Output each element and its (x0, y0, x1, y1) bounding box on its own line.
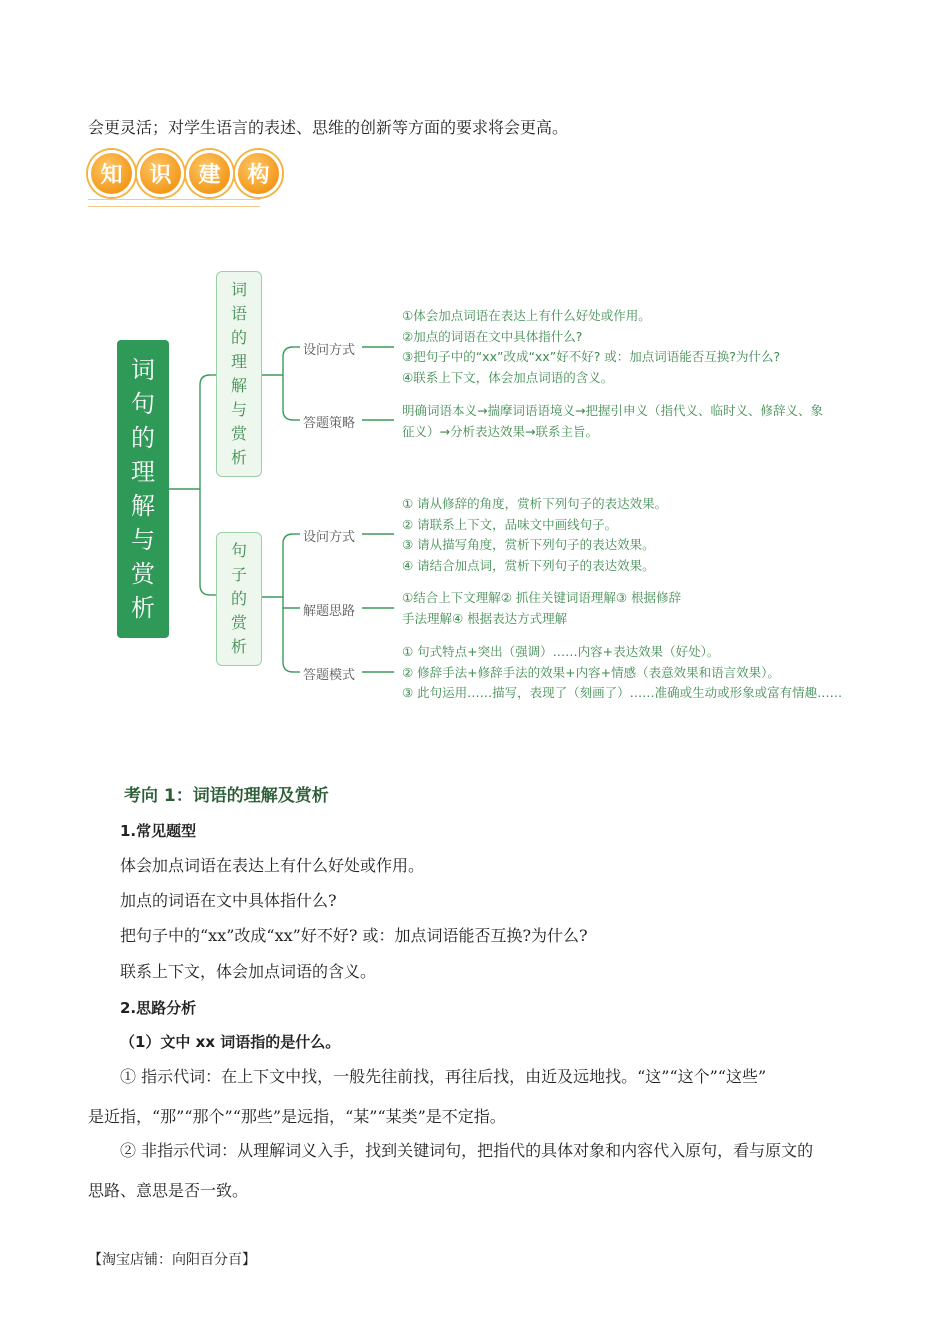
branch-line: ②加点的词语在文中具体指什么? (402, 328, 583, 344)
question-type-item: 联系上下文，体会加点词语的含义。 (120, 962, 377, 981)
branch-line: ①结合上下文理解② 抓住关键词语理解③ 根据修辞 (402, 590, 682, 605)
intro-text: 会更灵活；对学生语言的表述、思维的创新等方面的要求将会更高。 (88, 118, 569, 137)
question-type-item: 体会加点词语在表达上有什么好处或作用。 (120, 856, 425, 875)
branch-line: ③把句子中的“xx”改成“xx”好不好? 或：加点词语能否互换?为什么? (402, 349, 781, 364)
branch-line: ③ 请从描写角度，赏析下列句子的表达效果。 (402, 537, 655, 552)
word-node-char: 析 (230, 448, 247, 467)
word-node-char: 理 (230, 352, 247, 371)
branch-line: 明确词语本义→揣摩词语语境义→把握引申义（指代义、临时义、修辞义、象 (402, 403, 823, 418)
branch-line: ① 请从修辞的角度，赏析下列句子的表达效果。 (402, 496, 668, 511)
word-node-char: 词 (230, 280, 247, 299)
mindmap-root-node (117, 340, 169, 638)
branch-text-block (402, 642, 842, 704)
footer-shop: 【淘宝店铺：向阳百分百】 (88, 1252, 256, 1268)
word-node-char: 与 (230, 400, 247, 419)
question-type-item: 把句子中的“xx”改成“xx”好不好? 或：加点词语能否互换?为什么? (120, 926, 588, 945)
paragraph-line: 思路、意思是否一致。 (88, 1181, 249, 1200)
branch-line: ③ 此句运用……描写，表现了（刻画了）……准确或生动或形象或富有情趣…… (402, 685, 843, 700)
root-char: 词 (131, 356, 155, 384)
root-char: 赏 (131, 560, 155, 588)
sentence-node-char: 赏 (230, 613, 247, 632)
root-char: 的 (131, 424, 155, 452)
branch-line: 手法理解④ 根据表达方式理解 (402, 610, 568, 626)
root-char: 理 (131, 458, 155, 486)
branch-label: 设问方式 (303, 343, 356, 358)
branch-text-block (402, 588, 681, 629)
mindmap-word-node (216, 271, 262, 477)
root-char: 句 (131, 390, 155, 418)
branch-line: 征义）→分析表达效果→联系主旨。 (402, 423, 598, 439)
branch-line: ① 句式特点+突出（强调）……内容+表达效果（好处）。 (402, 644, 720, 659)
connector-root-fork (200, 375, 210, 595)
branch-line: ④ 请结合加点词，赏析下列句子的表达效果。 (402, 557, 655, 573)
branch-text-block (402, 494, 667, 576)
paragraph-line: ① 指示代词：在上下文中找，一般先往前找，再往后找，由近及远地找。“这”“这个”“这些” (120, 1067, 767, 1086)
heading-question-types: 1.常见题型 (120, 822, 197, 840)
branch-line: ④联系上下文，体会加点词语的含义。 (402, 369, 614, 385)
branch-label: 答题策略 (303, 416, 356, 431)
paragraph-line: ② 非指示代词：从理解词义入手，找到关键词句，把指代的具体对象和内容代入原句，看与原文的 (120, 1141, 814, 1160)
section-title: 考向 1：词语的理解及赏析 (124, 786, 329, 806)
root-char: 解 (131, 492, 155, 520)
sentence-node-char: 句 (230, 541, 247, 560)
branch-text-block (402, 306, 780, 388)
badge-char: 识 (137, 150, 184, 197)
branch-text-block (402, 401, 823, 442)
badge-char: 建 (186, 150, 233, 197)
connector-word-fork (283, 347, 293, 420)
sentence-node-char: 子 (230, 565, 247, 584)
branch-line: ② 请联系上下文，品味文中画线句子。 (402, 516, 618, 532)
branch-line: ② 修辞手法+修辞手法的效果+内容+情感（表意效果和语言效果）。 (402, 664, 780, 680)
branch-label: 设问方式 (303, 530, 356, 545)
root-char: 析 (131, 594, 155, 622)
branch-line: ①体会加点词语在表达上有什么好处或作用。 (402, 308, 651, 323)
word-node-char: 赏 (230, 424, 247, 443)
heading-analysis: 2.思路分析 (120, 999, 197, 1017)
paragraph-line: 是近指，“那”“那个”“那些”是远指，“某”“某类”是不定指。 (88, 1107, 506, 1126)
mindmap-sentence-node (216, 532, 262, 666)
sentence-node-char: 的 (230, 589, 247, 608)
word-node-char: 的 (230, 328, 247, 347)
word-node-char: 语 (230, 304, 247, 323)
connector-sentence-fork (283, 534, 293, 672)
branch-label: 解题思路 (303, 604, 356, 619)
question-type-item: 加点的词语在文中具体指什么? (120, 891, 337, 910)
badge-char: 构 (235, 150, 282, 197)
branch-label: 答题模式 (303, 668, 356, 683)
word-node-char: 解 (230, 376, 247, 395)
root-char: 与 (131, 526, 155, 554)
sentence-node-char: 析 (230, 637, 247, 656)
badge-char: 知 (88, 150, 135, 197)
sub-heading: （1）文中 xx 词语指的是什么。 (120, 1033, 341, 1051)
